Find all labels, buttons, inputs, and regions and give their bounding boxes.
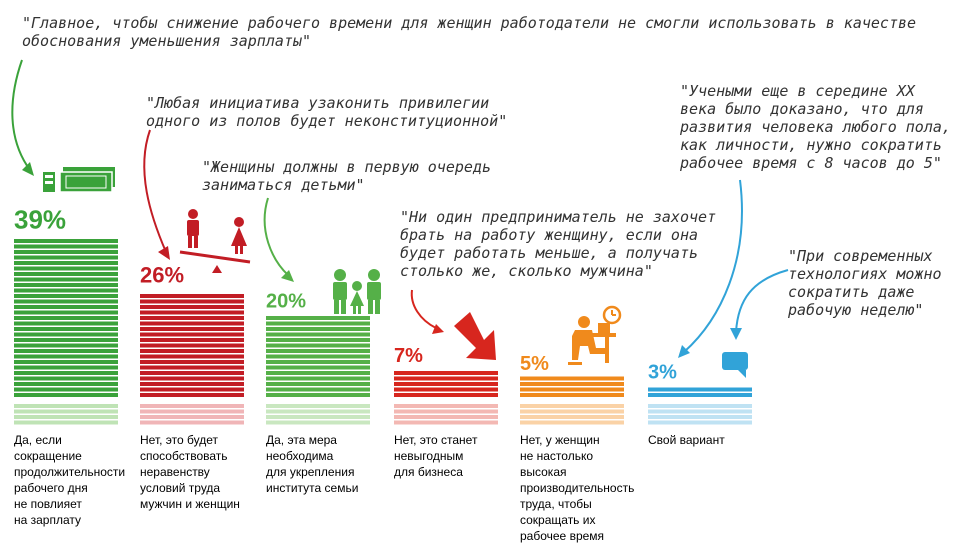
quote-3: "Женщины должны в первую очередь заниматься детьми" bbox=[202, 158, 491, 194]
worker-clock-icon bbox=[568, 307, 620, 365]
down-arrow-icon bbox=[454, 312, 496, 360]
money-icon bbox=[43, 167, 115, 192]
quote-6: "При современных технологиях можно сократить даже рабочую неделю" bbox=[788, 247, 942, 319]
bar-2 bbox=[140, 294, 244, 425]
speech-bubble-icon bbox=[722, 352, 748, 378]
bar-4 bbox=[394, 371, 498, 425]
bar-1 bbox=[14, 239, 118, 425]
quote-arrow-head-4 bbox=[432, 324, 444, 334]
category-label-3: Да, эта мера необходима для укрепления института семьи bbox=[266, 433, 359, 495]
value-label-2: 26% bbox=[140, 262, 185, 288]
bar-5 bbox=[520, 377, 624, 425]
quote-arrow-4 bbox=[412, 290, 436, 328]
quote-4: "Ни один предприниматель не захочет брать на работу женщину, если она будет работать меньше, а получать столько же, сколько мужчина" bbox=[400, 208, 717, 280]
value-label-4: 7% bbox=[394, 344, 423, 367]
category-label-6: Свой вариант bbox=[648, 433, 725, 447]
quote-2: "Любая инициатива узаконить привилегии одного из полов будет неконституционной" bbox=[146, 94, 508, 130]
quote-arrow-2 bbox=[144, 130, 166, 252]
value-label-5: 5% bbox=[520, 353, 549, 376]
scales-people-icon bbox=[180, 209, 250, 273]
value-label-1: 39% bbox=[14, 204, 67, 235]
bar-6 bbox=[648, 388, 752, 425]
quote-arrow-3 bbox=[265, 198, 288, 275]
bar-3 bbox=[266, 316, 370, 425]
category-label-4: Нет, это станет невыгодным для бизнеса bbox=[394, 433, 478, 479]
value-label-6: 3% bbox=[648, 361, 677, 384]
family-icon bbox=[333, 269, 381, 314]
quote-arrow-head-1 bbox=[22, 162, 34, 176]
value-label-3: 20% bbox=[266, 290, 307, 313]
category-label-1: Да, если сокращение продолжительности рабочего дня не повлияет на зарплату bbox=[14, 433, 126, 527]
category-label-5: Нет, у женщин не настолько высокая производительность труда, чтобы сокращать их рабочее время bbox=[520, 433, 635, 543]
quote-arrow-head-6 bbox=[730, 328, 742, 340]
category-label-2: Нет, это будет способствовать неравенству условий труда мужчин и женщин bbox=[140, 433, 240, 511]
quote-arrow-head-3 bbox=[281, 270, 294, 282]
quote-1: "Главное, чтобы снижение рабочего времени для женщин работодатели не смогли использовать в качестве обоснования уменьшения зарплаты" bbox=[22, 14, 917, 50]
quote-arrow-1 bbox=[12, 60, 30, 170]
quote-5: "Учеными еще в середине XX века было доказано, что для развития человека любого пола, как личности, нужно сократить рабочее время с 8 часов до 5" bbox=[680, 82, 951, 172]
